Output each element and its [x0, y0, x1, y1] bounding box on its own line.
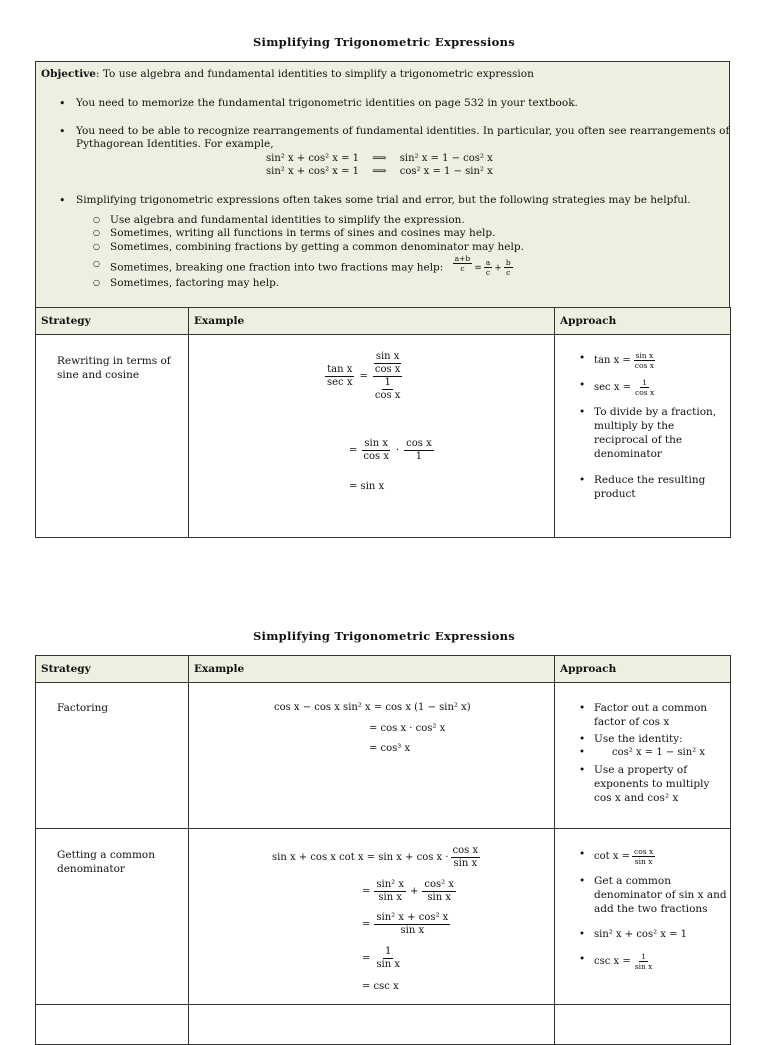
factoring-step-2: = cos x · cos² x: [369, 723, 446, 734]
objective-box: [35, 61, 730, 313]
denominator-step-4: = $\frac{1}{\text{sin x}}$: [362, 946, 400, 970]
sub-common-denominator: ○ Sometimes, combining fractions by getting a common denominator may help.: [110, 241, 524, 253]
approach-list: [594, 701, 728, 805]
approach-list: [594, 351, 728, 501]
header-example: Example: [189, 308, 555, 335]
example-step-2: = $\frac{\text{sin x}}{\text{cos x}}$ · $\frac{\text{cos x}}{1}$: [349, 438, 432, 462]
identity1-left: sin² x + cos² x = 1: [266, 153, 360, 164]
sub-breaking-fraction: ○ Sometimes, breaking one fraction into two fractions may help: $\frac{a+b}{c}$ = $\frac{a}{c}$ + $\frac{b}{c}$: [110, 258, 515, 277]
approach-common-denominator: • Get a common denominator of sin x and add the two fractions: [594, 874, 728, 916]
bullet-rearrangements-line2: Pythagorean Identities. For example,: [76, 138, 274, 150]
approach-cell: [555, 683, 731, 829]
objective-text: : To use algebra and fundamental identities to simplify a trigonometric expression: [95, 68, 534, 80]
example-cell: [189, 829, 555, 1005]
approach-factor-out: • Factor out a common factor of cos x: [594, 701, 728, 729]
header-example: Example: [189, 656, 555, 683]
table-header-row: [36, 308, 731, 335]
fraction-b-over-c: $\frac{b}{c}$: [505, 258, 511, 277]
approach-list: [594, 847, 728, 971]
strategy-common-denominator: Getting a common denominator: [57, 849, 156, 875]
strategy-table-1: [35, 307, 731, 538]
identity2-right: cos² x = 1 − sin² x: [399, 166, 493, 177]
example-cell: [189, 1005, 555, 1045]
example-cell: [189, 335, 555, 538]
table-header-row: [36, 656, 731, 683]
strategy-cell: [36, 1005, 189, 1045]
identity1-right: sin² x = 1 − cos² x: [399, 153, 493, 164]
strategy-table-2: [35, 655, 731, 1045]
approach-cell: [555, 1005, 731, 1045]
header-approach: Approach: [555, 656, 731, 683]
bullet-rearrangements: [76, 125, 729, 150]
fraction-a-plus-b-over-c: $\frac{a+b}{c}$: [454, 254, 471, 273]
implies-icon: ⟹: [372, 153, 387, 164]
factoring-step-1: cos x − cos x sin² x = cos x (1 − sin² x): [274, 702, 471, 713]
page-title: Simplifying Trigonometric Expressions: [252, 35, 516, 49]
example-cell: [189, 683, 555, 829]
strategy-cell: [36, 335, 189, 538]
identity-line-1: [266, 153, 493, 164]
bullet-rearrangements-line1: • You need to be able to recognize rearrangements of fundamental identities. In particular, you often see rearrangements of: [76, 125, 730, 137]
table-row: [36, 335, 731, 538]
denominator-step-5: = csc x: [362, 981, 399, 992]
approach-reciprocal: • To divide by a fraction, multiply by the reciprocal of the denominator: [594, 405, 728, 461]
approach-reduce: • Reduce the resulting product: [594, 473, 728, 501]
table-row: [36, 829, 731, 1005]
header-approach: Approach: [555, 308, 731, 335]
denominator-step-3: = $\frac{\text{sin² x + cos² x}}{\text{sin x}}$: [362, 912, 449, 936]
objective: [41, 68, 534, 80]
sub-sines-cosines: ○ Sometimes, writing all functions in terms of sines and cosines may help.: [110, 227, 495, 239]
objective-label: Objective: [41, 68, 96, 80]
example-step-3: = sin x: [349, 481, 385, 492]
fraction-a-over-c: $\frac{a}{c}$: [485, 258, 491, 277]
tan-over-sec: $\frac{\text{tan x}}{\text{sec x}}$: [327, 364, 353, 388]
sub-breaking-fraction-text: Sometimes, breaking one fraction into two fractions may help:: [110, 261, 444, 274]
denominator-step-2: = $\frac{\text{sin² x}}{\text{sin x}}$ + $\frac{\text{cos² x}}{\text{sin x}}$: [362, 879, 454, 903]
sub-factoring: ○ Sometimes, factoring may help.: [110, 277, 279, 289]
denominator-step-1: sin x + cos x cot x = sin x + cos x · $\frac{\text{cos x}}{\text{sin x}}$: [272, 845, 479, 869]
approach-identity-formula: • cos² x = 1 − sin² x: [594, 746, 728, 760]
header-strategy: Strategy: [36, 656, 189, 683]
sub-algebra: ○ Use algebra and fundamental identities to simplify the expression.: [110, 214, 465, 226]
approach-csc: • csc x = $\frac{1}{\text{sin x}}$: [594, 952, 728, 971]
strategy-cell: [36, 829, 189, 1005]
approach-exponents: • Use a property of exponents to multiply cos x and cos² x: [594, 763, 728, 805]
table-row: [36, 1005, 731, 1045]
header-strategy: Strategy: [36, 308, 189, 335]
approach-cell: [555, 335, 731, 538]
approach-pythagorean: • sin² x + cos² x = 1: [594, 928, 728, 942]
factoring-step-3: = cos³ x: [369, 743, 411, 754]
approach-identity: • Use the identity:: [594, 732, 728, 746]
approach-cot: • cot x = $\frac{\text{cos x}}{\text{sin x}}$: [594, 847, 728, 866]
complex-fraction: $\frac{\frac{\text{sin x}}{\text{cos x}}}{\frac{1}{\text{cos x}}}$: [374, 351, 401, 401]
page-title: Simplifying Trigonometric Expressions: [252, 629, 516, 643]
strategy-cell: [36, 683, 189, 829]
approach-tan: • tan x = $\frac{\text{sin x}}{\text{cos x}}$: [594, 351, 728, 370]
identity2-left: sin² x + cos² x = 1: [266, 166, 360, 177]
example-step-1: $\frac{\text{tan x}}{\text{sec x}}$ = $\frac{\frac{\text{sin x}}{\text{cos x}}}{\frac{1}{\text{cos x}}}$: [327, 351, 401, 401]
approach-cell: [555, 829, 731, 1005]
bullet-strategies: • Simplifying trigonometric expressions often takes some trial and error, but the following strategies may be helpful.: [76, 194, 691, 206]
strategy-factoring: Factoring: [57, 702, 109, 714]
implies-icon: ⟹: [372, 166, 387, 177]
identity-line-2: [266, 166, 493, 177]
table-row: [36, 683, 731, 829]
approach-sec: • sec x = $\frac{1}{\text{cos x}}$: [594, 378, 728, 397]
strategy-rewriting: Rewriting in terms of sine and cosine: [57, 355, 171, 381]
bullet-memorize: • You need to memorize the fundamental trigonometric identities on page 532 in your textbook.: [76, 97, 578, 109]
